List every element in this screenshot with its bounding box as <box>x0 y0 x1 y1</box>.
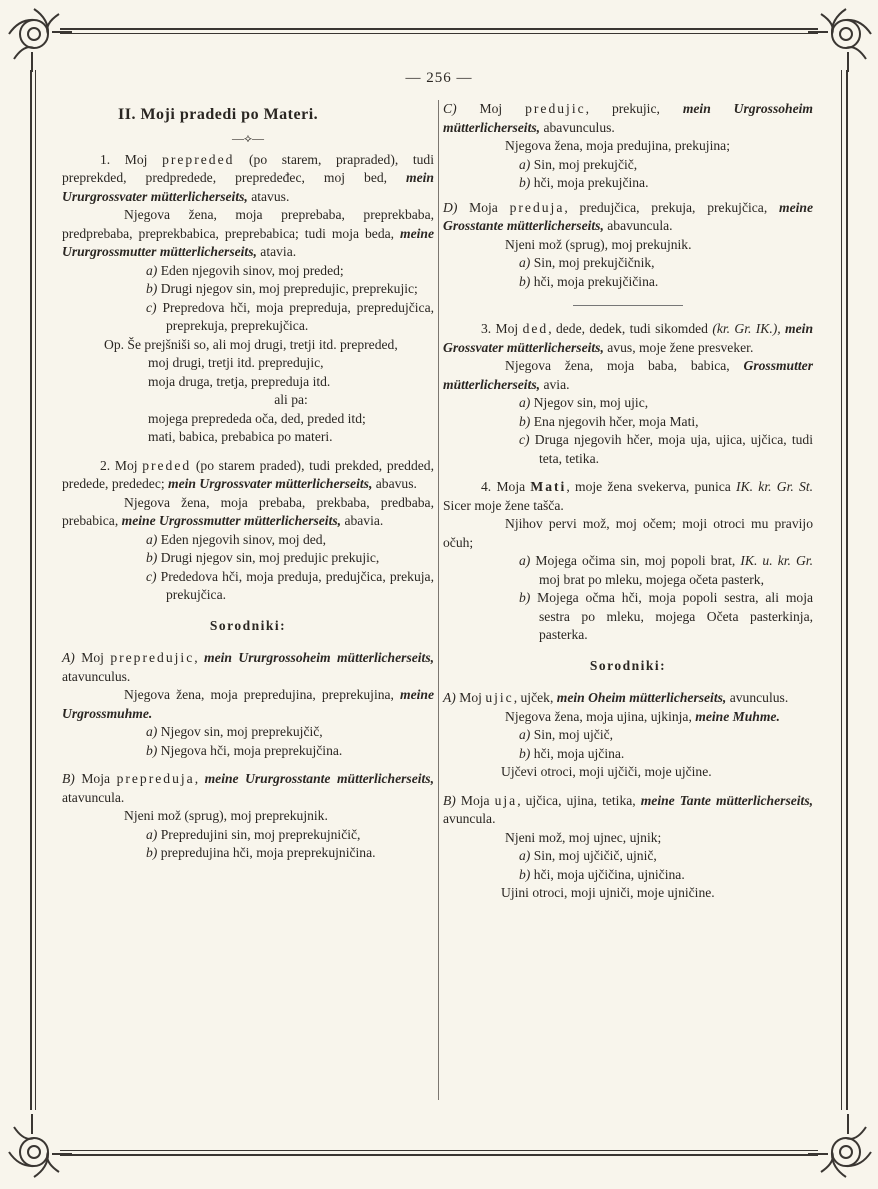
corner-ornament-icon <box>806 4 876 74</box>
entry-term: uja <box>494 792 518 808</box>
list-item: c) Prepredova hči, moja prepreduja, prepredujčica, preprekuja, preprekujčica. <box>146 299 435 333</box>
note-line: moj drugi, tretji itd. prepredujic, <box>148 355 324 370</box>
list-item: b) prepredujina hči, moja preprekujničina. <box>146 845 376 860</box>
frame-left-line <box>30 70 32 1110</box>
list-item: a) Njegov sin, moj preprekujčič, <box>146 724 323 739</box>
german-term: Grossmutter mütterlicherseits, <box>443 358 813 392</box>
entry-term: ujic <box>485 690 514 705</box>
note-line: moja druga, tretja, prepreduja itd. <box>148 373 331 389</box>
list-item: c) Druga njegovih hčer, moja uja, ujica, ujčica, tudi teta, tetika. <box>519 432 814 466</box>
german-term: meine Tante mütterlicherseits, <box>640 792 814 808</box>
german-term: meine Ururgrosstante mütterlicherseits, <box>204 771 434 786</box>
german-term: meine Urgrossmuhme. <box>62 687 434 721</box>
subsection-heading: Sorodniki: <box>589 657 667 673</box>
entry-term: prepredujic <box>110 650 195 665</box>
column-divider <box>438 100 439 1100</box>
entry-term: prepreduja <box>116 771 195 786</box>
entry-wife: Njegova žena, moja preprebaba, preprekbaba, predprebaba, preprekbabica, preprebabica; tudi moja beda, meine Ururgrossmutter mütterlicherseits, atavia. <box>62 207 434 259</box>
list-item: a) Mojega očima sin, moj popoli brat, IK. u. kr. Gr. moj brat po mleku, mojega očeta pasterk, <box>519 553 813 587</box>
german-term: mein Urgrossvater mütterlicherseits, <box>168 476 373 491</box>
entry-husband: Njeni mož (sprug), moj preprekujnik. <box>124 808 328 823</box>
entry-term: prepreded <box>162 151 235 167</box>
entry-wife: Njegova žena, moja prebaba, prekbaba, predbaba, prebabica, meine Urgrossmutter mütterlicherseits, abavia. <box>62 494 434 528</box>
entry-ujic: A) Moj ujic, ujček, mein Oheim mütterlicherseits, avunculus. <box>443 690 789 705</box>
entry-wife: Njegova žena, moja ujina, ujkinja, meine Muhme. <box>505 708 780 724</box>
entry-term: Mati <box>530 479 567 494</box>
entry-wife: Njegova žena, moja baba, babica, Grossmutter mütterlicherseits, avia. <box>443 358 813 392</box>
entry-prepreduja: B) Moja prepreduja, meine Ururgrosstante mütterlicherseits, atavuncula. <box>62 771 434 805</box>
list-item: b) hči, moja ujčina. <box>519 745 625 761</box>
frame-bottom-line <box>60 1154 818 1156</box>
frame-right-line-inner <box>841 70 842 1110</box>
german-term: mein Urgrossoheim mütterlicherseits, <box>443 101 813 135</box>
list-item: a) Njegov sin, moj ujic, <box>519 395 649 410</box>
list-item: a) Sin, moj ujčič, <box>519 727 614 742</box>
german-term: meine Urgrossmutter mütterlicherseits, <box>121 513 342 528</box>
section-divider <box>573 305 683 306</box>
entry-ded: 3. Moj ded, dede, dedek, tudi sikomded (kr. Gr. IK.), mein Grossvater mütterlicherseits, avus, moje žene presveker. <box>443 321 814 355</box>
german-term: meine Ururgrossmutter mütterlicherseits, <box>62 225 434 259</box>
list-item: a) Sin, moj prekujčičnik, <box>519 255 655 270</box>
entry-term: preduja <box>509 199 565 215</box>
entry-prepredujic: A) Moj prepredujic, mein Ururgrossoheim mütterlicherseits, atavunculus. <box>62 650 435 684</box>
list-item: b) Ena njegovih hčer, moja Mati, <box>519 413 699 429</box>
note-line: ali pa: <box>274 392 308 407</box>
entry-preded: 2. Moj preded (po starem praded), tudi prekded, predded, predede, prededec; mein Urgrossvater mütterlicherseits, abavus. <box>62 457 434 491</box>
list-item: b) Drugi njegov sin, moj prepredujic, preprekujic; <box>146 281 418 296</box>
left-column <box>62 100 434 863</box>
frame-top-line <box>60 28 818 30</box>
list-item: b) Mojega očma hči, moja popoli sestra, ali moja sestra po mleku, mojega Očeta pasterkinja, pasterka. <box>519 590 814 642</box>
corner-ornament-icon <box>4 4 74 74</box>
heading-ornament: —⟡— <box>232 130 264 145</box>
entry-mati: 4. Moja Mati, moje žena svekerva, punica IK. kr. Gr. St. Sicer moje žene tašča. <box>443 479 813 513</box>
entry-husband: Njeni mož, moj ujnec, ujnik; <box>505 829 662 845</box>
list-item: b) hči, moja prekujčičina. <box>519 273 659 289</box>
german-term: mein Oheim mütterlicherseits, <box>556 690 727 705</box>
list-item: b) Njegova hči, moja preprekujčina. <box>146 742 343 758</box>
entry-wife: Njegova žena, moja prepredujina, preprekujina, meine Urgrossmuhme. <box>62 687 434 721</box>
list-item: b) hči, moja ujčičina, ujničina. <box>519 866 685 882</box>
note: Op. Še prejšniši so, ali moj drugi, tretji itd. prepreded, <box>104 336 398 352</box>
frame-bottom-line-inner <box>60 1150 818 1151</box>
entry-term: preded <box>142 457 192 473</box>
list-item: a) Eden njegovih sinov, moj preded; <box>146 262 344 278</box>
german-term: mein Grossvater mütterlicherseits, <box>443 321 814 355</box>
frame-top-line-inner <box>60 33 818 34</box>
frame-left-line-inner <box>35 70 36 1110</box>
subsection-heading: Sorodniki: <box>209 617 287 633</box>
right-column <box>443 100 813 903</box>
entry-term: predujic <box>525 101 586 116</box>
german-term: mein Ururgrossoheim mütterlicherseits, <box>204 650 435 665</box>
german-term: meine Grosstante mütterlicherseits, <box>443 199 813 233</box>
list-item: b) hči, moja prekujčina. <box>519 175 649 190</box>
entry-term: ded <box>522 321 549 336</box>
entry-wife: Njegova žena, moja predujina, prekujina; <box>505 138 730 153</box>
entry-husband: Njihov pervi mož, moj očem; moji otroci mu pravijo očuh; <box>443 516 813 550</box>
entry-predujic: C) Moj predujic, prekujic, mein Urgrossoheim mütterlicherseits, abavunculus. <box>443 101 813 135</box>
note-line: mati, babica, prebabica po materi. <box>148 429 333 444</box>
list-item: a) Prepredujini sin, moj preprekujničič, <box>146 826 361 842</box>
entry-children: Ujčevi otroci, moji ujčiči, moje ujčine. <box>501 764 712 779</box>
frame-right-line <box>846 70 848 1110</box>
list-item: b) Drugi njegov sin, moj predujic prekujic, <box>146 550 380 565</box>
list-item: a) Eden njegovih sinov, moj ded, <box>146 531 326 547</box>
note-line: mojega preprededa oča, ded, preded itd; <box>148 410 366 426</box>
list-item: c) Prededova hči, moja preduja, predujčica, prekuja, prekujčica. <box>146 568 434 602</box>
german-term: meine Muhme. <box>695 708 780 724</box>
entry-children: Ujini otroci, moji ujniči, moje ujničine. <box>501 885 715 900</box>
section-heading: II. Moji pradedi po Materi. <box>118 106 319 123</box>
entry-husband: Njeni mož (sprug), moj prekujnik. <box>505 236 692 252</box>
german-term: mein Ururgrossvater mütterlicherseits, <box>62 170 434 204</box>
page-number: — 256 — <box>405 70 473 86</box>
entry-uja: B) Moja uja, ujčica, ujina, tetika, meine Tante mütterlicherseits, avuncula. <box>443 792 814 826</box>
corner-ornament-icon <box>806 1112 876 1182</box>
entry-prepreded: 1. Moj prepreded (po starem, prapraded), tudi preprekded, predpredede, prepredeđec, moj bed, mein Ururgrossvater mütterlicherseits, atavus. <box>62 151 435 204</box>
corner-ornament-icon <box>4 1112 74 1182</box>
entry-preduja: D) Moja preduja, predujčica, prekuja, prekujčica, meine Grosstante mütterlicherseits, abavuncula. <box>443 199 813 233</box>
list-item: a) Sin, moj prekujčič, <box>519 156 638 172</box>
list-item: a) Sin, moj ujčičič, ujnič, <box>519 848 657 863</box>
